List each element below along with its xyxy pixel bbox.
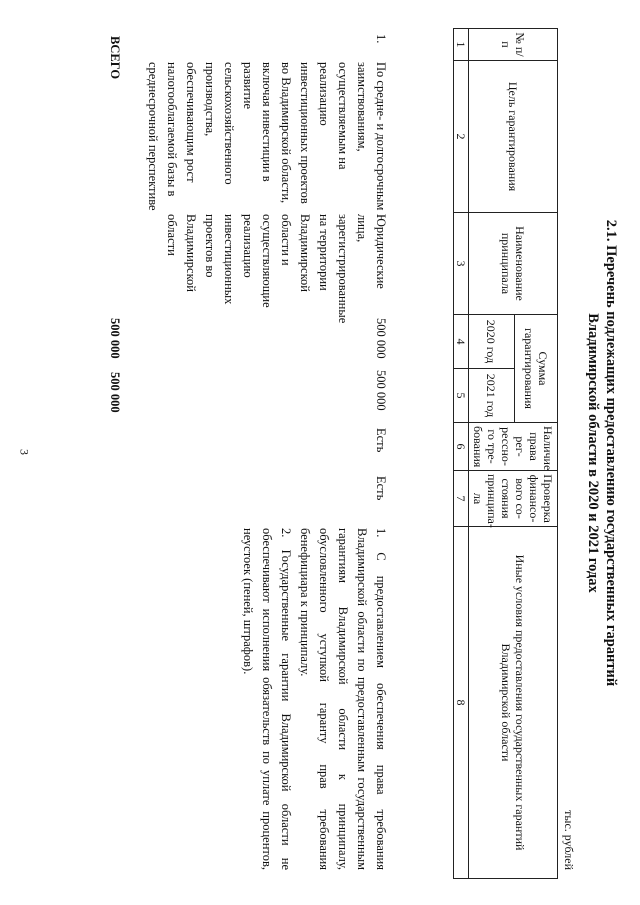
rotated-document-page xyxy=(20,28,620,878)
header-amount: Сумма гарантирования xyxy=(514,315,557,423)
title-line-1: 2.1. Перечень подлежащих предоставлению государственных гарантий xyxy=(603,219,619,687)
col-number: 5 xyxy=(454,369,469,423)
header-year-2021: 2021 год xyxy=(469,369,515,423)
row-amount-2020: 500 000 xyxy=(374,318,388,359)
page-number: 3 xyxy=(17,449,32,455)
row-regress: Есть xyxy=(374,428,388,453)
total-label: ВСЕГО xyxy=(108,36,122,80)
col-number: 8 xyxy=(454,527,469,879)
header-check: Проверка финансо-вого со-стояния принципа-ла xyxy=(469,471,558,527)
guarantees-table xyxy=(453,28,558,879)
row-purpose: По средне- и долгосрочным заимствованиям, осуществляемым на реализацию инвестиционных проектов во Владимирской области, включая инвестиции в развитие сельскохозяйственного производства, обеспечивающим рост налогооблагаемой базы в среднесрочной перспективе xyxy=(146,62,388,211)
col-number: 4 xyxy=(454,315,469,369)
row-principal: Юридические лица, зарегистрированные на территории Владимирской области и осуществляющие реализацию инвестиционных проектов во Владимирской области xyxy=(165,214,388,324)
header-purpose: Цель гарантирования xyxy=(469,61,558,213)
header-num: № п/п xyxy=(469,29,558,61)
header-principal: Наименование принципала xyxy=(469,213,558,315)
total-amount-2021: 500 000 xyxy=(108,372,122,413)
header-year-2020: 2020 год xyxy=(469,315,515,369)
row-other-conditions xyxy=(238,528,390,870)
condition-2: 2. Государственные гарантии Владимирской области не обеспечивают исполнения обязательств по уплате процентов, неустоек (пеней, штрафов). xyxy=(241,528,293,870)
units-label: тыс. рублей xyxy=(562,810,576,870)
title-line-2: Владимирской области в 2020 и 2021 годах xyxy=(585,313,601,593)
col-number: 3 xyxy=(454,213,469,315)
condition-1: 1. С предоставлением обеспечения права требования Владимирской области по предоставленным государственным гарантиям Владимирской области к принципалу, обусловленного уступкой гаранту прав требования бенефициара к принципалу. xyxy=(298,528,388,870)
column-number-row xyxy=(454,29,469,879)
col-number: 2 xyxy=(454,61,469,213)
page-title xyxy=(584,28,620,878)
col-number: 6 xyxy=(454,423,469,471)
total-amount-2020: 500 000 xyxy=(108,318,122,359)
header-regress: Наличие права рег-рессно-го тре-бования xyxy=(469,423,558,471)
row-amount-2021: 500 000 xyxy=(374,370,388,411)
row-number: 1. xyxy=(374,34,388,44)
row-check: Есть xyxy=(374,476,388,501)
header-other-conditions: Иные условия предоставления государственных гарантий Владимирской области xyxy=(469,527,558,879)
col-number: 7 xyxy=(454,471,469,527)
col-number: 1 xyxy=(454,29,469,61)
